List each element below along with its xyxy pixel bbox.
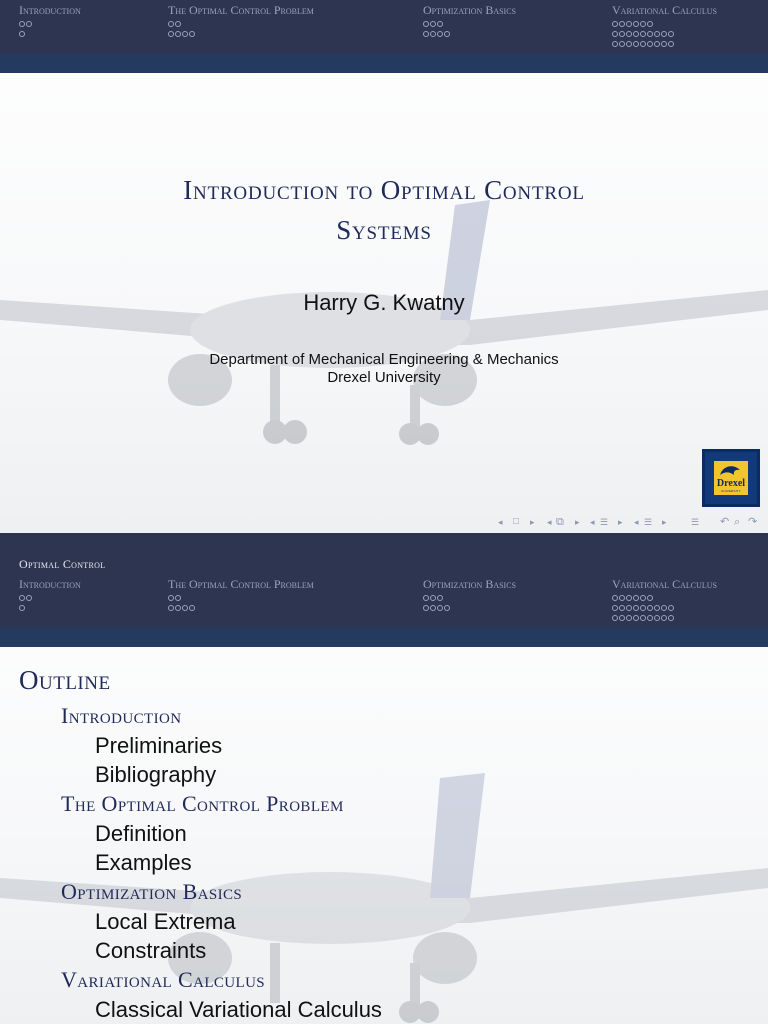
- frame-dot-icon[interactable]: [168, 21, 174, 27]
- frame-dot-icon[interactable]: [423, 605, 429, 611]
- frame-dot-icon[interactable]: [430, 605, 436, 611]
- frame-dot-icon[interactable]: [640, 595, 646, 601]
- frame-dot-icon[interactable]: [619, 595, 625, 601]
- outline-subsection-link[interactable]: Bibliography: [95, 762, 217, 787]
- outline-heading: Outline: [19, 665, 111, 695]
- section-progress-dots[interactable]: [612, 21, 675, 51]
- frame-dot-icon[interactable]: [654, 41, 660, 47]
- header-strip: [0, 628, 768, 647]
- frame-dot-icon[interactable]: [633, 41, 639, 47]
- frame-dot-icon[interactable]: [175, 31, 181, 37]
- frame-dot-icon[interactable]: [175, 595, 181, 601]
- frame-dot-icon[interactable]: [626, 21, 632, 27]
- frame-dot-icon[interactable]: [647, 605, 653, 611]
- section-progress-dots[interactable]: [168, 21, 196, 41]
- frame-dot-icon[interactable]: [626, 615, 632, 621]
- frame-dot-icon[interactable]: [626, 605, 632, 611]
- document-icon[interactable]: ☰: [691, 517, 700, 527]
- presentation-short-title: Optimal Control: [19, 557, 106, 571]
- frame-dot-icon[interactable]: [633, 615, 639, 621]
- outline-slide: [0, 533, 768, 1024]
- nav-section-optimal-control-problem[interactable]: The Optimal Control Problem: [168, 577, 314, 591]
- outline-section-link[interactable]: Introduction: [61, 703, 182, 728]
- frame-dot-icon[interactable]: [633, 605, 639, 611]
- frame-dot-icon[interactable]: [661, 605, 667, 611]
- frame-dot-icon[interactable]: [430, 31, 436, 37]
- logo-text: Drexel: [716, 478, 746, 489]
- frame-dot-icon[interactable]: [654, 31, 660, 37]
- frame-dot-icon[interactable]: [668, 605, 674, 611]
- frame-dot-icon[interactable]: [612, 31, 618, 37]
- frame-dot-icon[interactable]: [633, 31, 639, 37]
- outline-subsection-link[interactable]: Definition: [95, 821, 187, 846]
- outline-list: [61, 701, 382, 1024]
- frame-dot-icon[interactable]: [640, 615, 646, 621]
- frame-dot-icon[interactable]: [19, 605, 25, 611]
- prev-section-icon[interactable]: ◂: [590, 517, 595, 527]
- department-name: Department of Mechanical Engineering & Mechanics: [209, 351, 559, 368]
- outline-subsection-link[interactable]: Preliminaries: [95, 733, 223, 758]
- frame-dot-icon[interactable]: [619, 41, 625, 47]
- frame-dot-icon[interactable]: [612, 41, 618, 47]
- author-name: Harry G. Kwatny: [303, 290, 465, 315]
- frame-dot-icon[interactable]: [168, 605, 174, 611]
- nav-section-optimal-control-problem[interactable]: The Optimal Control Problem: [168, 3, 314, 17]
- frame-dot-icon[interactable]: [612, 21, 618, 27]
- nav-section-optimization-basics[interactable]: Optimization Basics: [423, 3, 517, 17]
- outline-subsection-link[interactable]: Local Extrema: [95, 909, 236, 934]
- frame-dot-icon[interactable]: [19, 31, 25, 37]
- frame-dot-icon[interactable]: [612, 595, 618, 601]
- frame-dot-icon[interactable]: [654, 615, 660, 621]
- frame-dot-icon[interactable]: [182, 605, 188, 611]
- frame-dot-icon[interactable]: [444, 31, 450, 37]
- next-subsection-icon[interactable]: ▸: [575, 517, 580, 527]
- frame-dot-icon[interactable]: [168, 31, 174, 37]
- frame-icon[interactable]: □: [513, 516, 520, 527]
- frame-dot-icon[interactable]: [175, 21, 181, 27]
- frame-dot-icon[interactable]: [189, 605, 195, 611]
- frame-dot-icon[interactable]: [26, 595, 32, 601]
- drexel-logo: [702, 449, 760, 507]
- frame-dot-icon[interactable]: [175, 605, 181, 611]
- outline-section-link[interactable]: Variational Calculus: [61, 967, 266, 992]
- prev-subsection-icon[interactable]: ◂: [547, 517, 552, 527]
- university-name: Drexel University: [327, 369, 441, 386]
- frame-dot-icon[interactable]: [633, 595, 639, 601]
- section-progress-dots[interactable]: [612, 595, 675, 625]
- frame-dot-icon[interactable]: [619, 21, 625, 27]
- next-frame-icon[interactable]: ▸: [530, 517, 535, 527]
- toc-icon[interactable]: ☰: [644, 517, 653, 527]
- section-progress-dots[interactable]: [168, 595, 196, 615]
- frame-dot-icon[interactable]: [626, 31, 632, 37]
- frame-dot-icon[interactable]: [647, 21, 653, 27]
- nav-section-introduction[interactable]: Introduction: [19, 3, 81, 17]
- frame-dot-icon[interactable]: [647, 41, 653, 47]
- next-toc-icon[interactable]: ▸: [662, 517, 667, 527]
- prev-frame-icon[interactable]: ◂: [498, 517, 503, 527]
- back-icon[interactable]: ↶: [720, 516, 730, 528]
- frame-dot-icon[interactable]: [661, 41, 667, 47]
- frame-dot-icon[interactable]: [647, 31, 653, 37]
- outline-section-link[interactable]: Optimization Basics: [61, 879, 243, 904]
- affiliation: [84, 351, 684, 387]
- frame-dot-icon[interactable]: [647, 615, 653, 621]
- frame-dot-icon[interactable]: [668, 41, 674, 47]
- presentation-title: [84, 170, 684, 250]
- frame-dot-icon[interactable]: [668, 31, 674, 37]
- outline-section-link[interactable]: The Optimal Control Problem: [61, 791, 344, 816]
- frame-dot-icon[interactable]: [661, 615, 667, 621]
- frame-dot-icon[interactable]: [612, 615, 618, 621]
- outline-subsection-link[interactable]: Examples: [95, 850, 192, 875]
- frame-dot-icon[interactable]: [437, 595, 443, 601]
- frame-dot-icon[interactable]: [640, 31, 646, 37]
- frame-dot-icon[interactable]: [619, 31, 625, 37]
- frame-dot-icon[interactable]: [661, 31, 667, 37]
- frame-dot-icon[interactable]: [168, 595, 174, 601]
- frame-dot-icon[interactable]: [19, 21, 25, 27]
- frame-dot-icon[interactable]: [430, 595, 436, 601]
- frame-dot-icon[interactable]: [444, 605, 450, 611]
- header-strip: [0, 54, 768, 73]
- frame-dot-icon[interactable]: [626, 41, 632, 47]
- frame-dot-icon[interactable]: [633, 21, 639, 27]
- frame-dot-icon[interactable]: [182, 31, 188, 37]
- frame-dot-icon[interactable]: [189, 31, 195, 37]
- frame-dot-icon[interactable]: [619, 615, 625, 621]
- section-progress-dots[interactable]: [19, 21, 33, 41]
- frame-dot-icon[interactable]: [437, 31, 443, 37]
- title-line-2: Systems: [336, 215, 432, 245]
- frame-dot-icon[interactable]: [647, 595, 653, 601]
- section-icon[interactable]: ☰: [600, 517, 609, 527]
- frame-dot-icon[interactable]: [619, 605, 625, 611]
- section-progress-dots[interactable]: [423, 595, 451, 615]
- next-section-icon[interactable]: ▸: [618, 517, 623, 527]
- frame-dot-icon[interactable]: [437, 605, 443, 611]
- section-progress-dots[interactable]: [423, 21, 451, 41]
- frame-dot-icon[interactable]: [654, 605, 660, 611]
- frame-dot-icon[interactable]: [19, 595, 25, 601]
- section-progress-dots[interactable]: [19, 595, 33, 615]
- outline-subsection-link[interactable]: Constraints: [95, 938, 207, 963]
- frame-dot-icon[interactable]: [437, 21, 443, 27]
- nav-section-introduction[interactable]: Introduction: [19, 577, 81, 591]
- title-line-1: Introduction to Optimal Control: [183, 175, 585, 205]
- frame-dot-icon[interactable]: [640, 21, 646, 27]
- nav-section-optimization-basics[interactable]: Optimization Basics: [423, 577, 517, 591]
- frame-dot-icon[interactable]: [423, 31, 429, 37]
- frame-dot-icon[interactable]: [26, 21, 32, 27]
- nav-section-variational-calculus[interactable]: Variational Calculus: [612, 3, 717, 17]
- frame-dot-icon[interactable]: [612, 605, 618, 611]
- frame-dot-icon[interactable]: [626, 595, 632, 601]
- frame-dot-icon[interactable]: [430, 21, 436, 27]
- nav-section-variational-calculus[interactable]: Variational Calculus: [612, 577, 717, 591]
- search-icon[interactable]: ⌕: [734, 516, 741, 528]
- frame-dot-icon[interactable]: [668, 615, 674, 621]
- prev-toc-icon[interactable]: ◂: [634, 517, 639, 527]
- frame-dot-icon[interactable]: [640, 41, 646, 47]
- outline-subsection-link[interactable]: Classical Variational Calculus: [95, 997, 382, 1022]
- subsection-icon[interactable]: ⧉: [556, 516, 564, 528]
- frame-dot-icon[interactable]: [640, 605, 646, 611]
- dragon-crest-icon: [714, 461, 748, 495]
- logo-subtext: UNIVERSITY: [720, 489, 741, 493]
- forward-icon[interactable]: ↷: [748, 516, 758, 528]
- frame-dot-icon[interactable]: [423, 21, 429, 27]
- frame-dot-icon[interactable]: [423, 595, 429, 601]
